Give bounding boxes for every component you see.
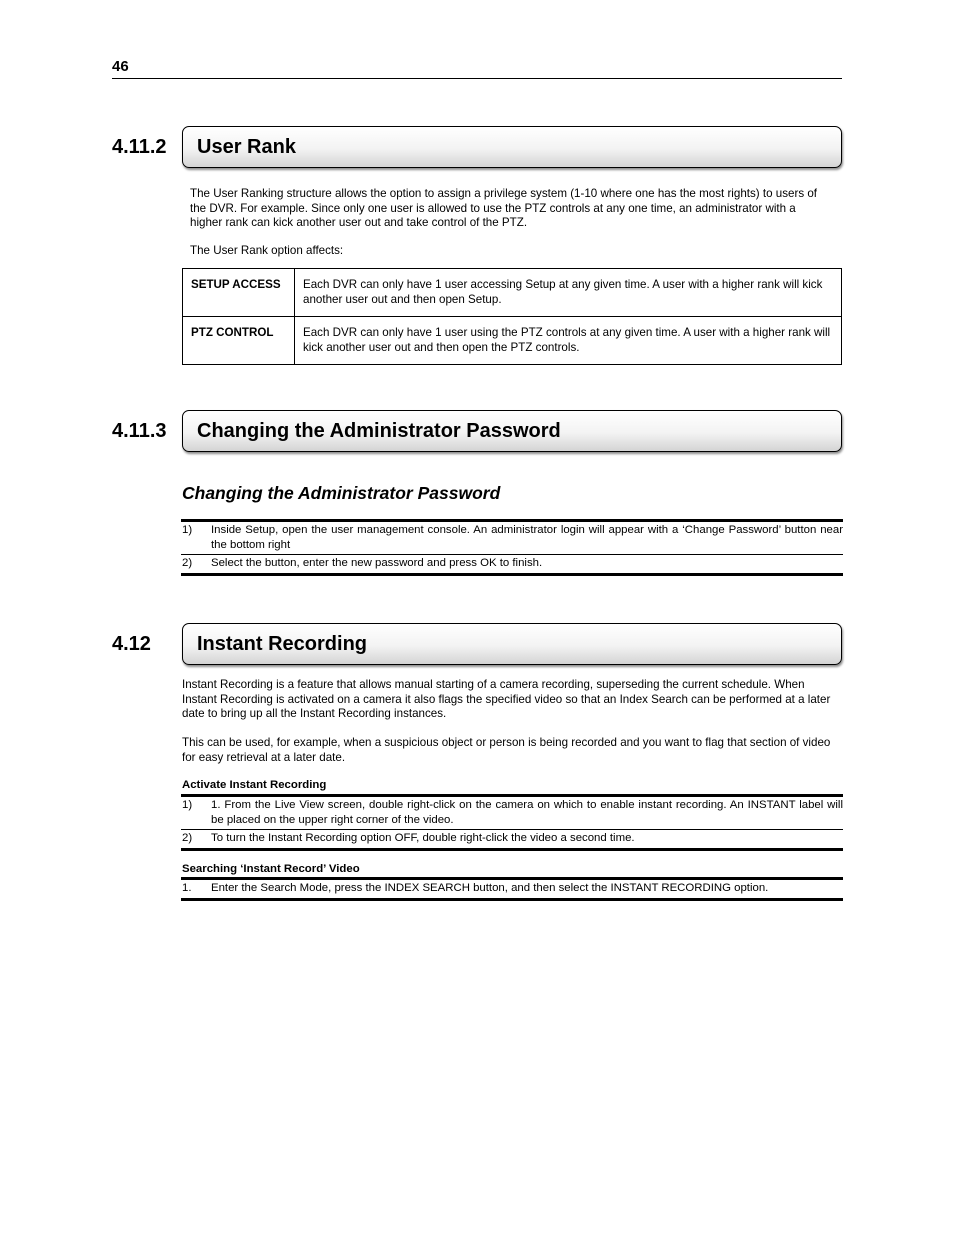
subheading: Changing the Administrator Password	[182, 483, 501, 503]
list-item	[181, 797, 843, 829]
rule	[181, 848, 843, 851]
rule	[181, 898, 843, 901]
section-heading-box	[182, 623, 842, 665]
step-text: 1. From the Live View screen, double right-click on the camera on which to enable instant recording. An INSTANT label will be placed on the upper right corner of the video.	[211, 799, 843, 826]
rule	[181, 573, 843, 576]
section-number: 4.11.3	[112, 420, 167, 442]
user-rank-table	[182, 268, 842, 365]
section-title: User Rank	[197, 136, 296, 158]
table-row	[183, 317, 842, 365]
step-text: Inside Setup, open the user management console. An administrator login will appear with a ‘Change Password’ button near the bottom right	[211, 524, 843, 551]
section-number: 4.12	[112, 633, 151, 655]
list-item	[181, 522, 843, 554]
section-title: Changing the Administrator Password	[197, 420, 561, 442]
list-item	[181, 555, 843, 573]
table-row	[183, 269, 842, 317]
paragraph: The User Ranking structure allows the option to assign a privilege system (1-10 where one has the most rights) to users of the DVR. For example. Since only one user is allowed to use the PTZ controls at any one time, an administrator with a higher rank can kick another user out and take control of the PTZ.	[190, 187, 818, 230]
search-heading: Searching ‘Instant Record’ Video	[182, 863, 360, 875]
step-number: 1)	[182, 799, 193, 811]
step-text: Enter the Search Mode, press the INDEX SEARCH button, and then select the INSTANT RECORDING option.	[211, 882, 769, 894]
activate-heading: Activate Instant Recording	[182, 779, 327, 791]
step-list	[181, 877, 843, 901]
table-cell-label: SETUP ACCESS	[183, 269, 295, 317]
step-text: To turn the Instant Recording option OFF, double right-click the video a second time.	[211, 832, 635, 845]
list-item	[181, 830, 843, 848]
step-list	[181, 519, 843, 576]
table-cell-text: Each DVR can only have 1 user accessing Setup at any given time. A user with a higher rank will kick another user out and then open Setup.	[295, 269, 842, 317]
paragraph: This can be used, for example, when a suspicious object or person is being recorded and you want to flag that section of video for easy retrieval at a later date.	[182, 736, 831, 764]
header-rule	[112, 78, 842, 79]
step-number: 2)	[182, 557, 193, 570]
step-text: Select the button, enter the new password and press OK to finish.	[211, 557, 543, 570]
step-list	[181, 794, 843, 851]
step-number: 2)	[182, 832, 193, 845]
section-title: Instant Recording	[197, 633, 368, 655]
section-heading-box	[182, 126, 842, 168]
section-heading-box	[182, 410, 842, 452]
table-cell-label: PTZ CONTROL	[183, 317, 295, 365]
section-number: 4.11.2	[112, 136, 167, 158]
paragraph: Instant Recording is a feature that allows manual starting of a camera recording, superseding the current schedule. When Instant Recording is activated on a camera it also flags the specified video so that an Index Search can be performed at a later date to bring up all the Instant Recording instances.	[182, 678, 831, 721]
page-number: 46	[112, 58, 129, 75]
paragraph: The User Rank option affects:	[190, 244, 344, 257]
list-item	[181, 880, 843, 898]
step-number: 1)	[182, 524, 193, 536]
table-cell-text: Each DVR can only have 1 user using the PTZ controls at any given time. A user with a higher rank will kick another user out and then open the PTZ controls.	[295, 317, 842, 365]
step-number: 1.	[182, 882, 192, 894]
